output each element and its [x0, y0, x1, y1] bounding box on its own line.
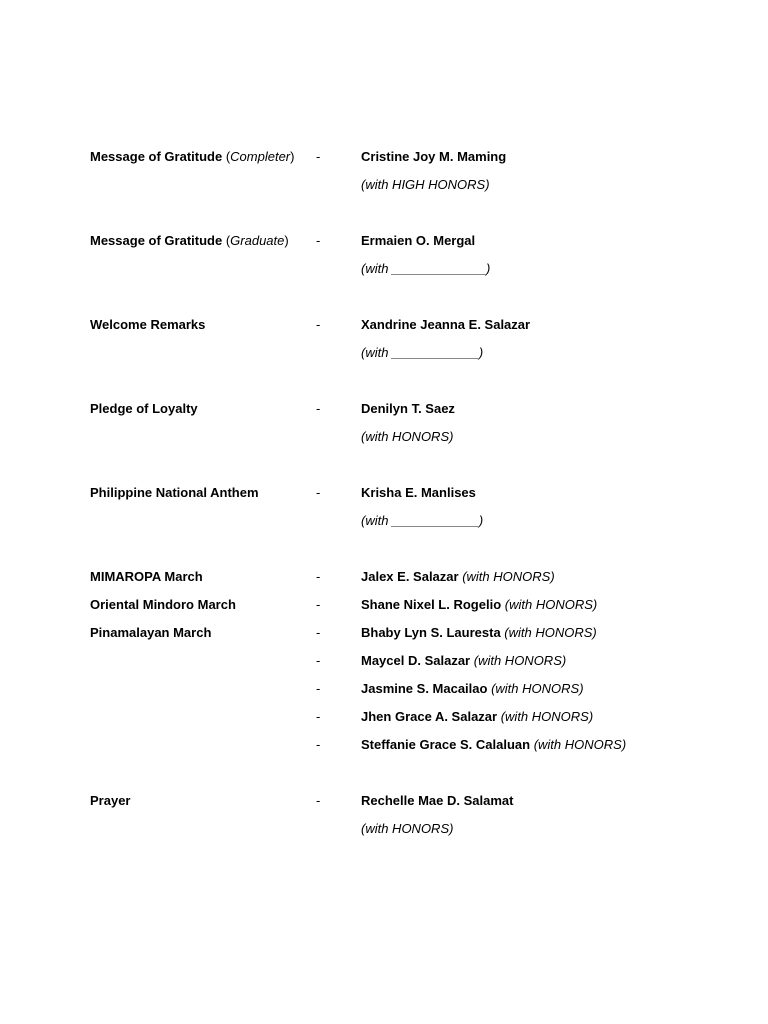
honor-line: (with ____________) [361, 345, 484, 360]
march-performer: Jhen Grace A. Salazar (with HONORS) [361, 709, 594, 724]
march-row [0, 568, 768, 586]
march-title: Pinamalayan March [90, 625, 212, 640]
program-item-title: Prayer [90, 793, 131, 808]
march-performer: Steffanie Grace S. Calaluan (with HONORS) [361, 737, 627, 752]
separator-dash: - [316, 317, 321, 332]
honor-line: (with _____________) [361, 261, 491, 276]
program-item-title: Message of Gratitude (Graduate) [90, 233, 289, 248]
separator-dash: - [316, 485, 321, 500]
program-row-gratitude-completer [0, 148, 768, 166]
march-row [0, 680, 768, 698]
march-performer: Maycel D. Salazar (with HONORS) [361, 653, 567, 668]
assigned-person: Xandrine Jeanna E. Salazar [361, 317, 531, 332]
program-row-pledge [0, 400, 768, 418]
program-row-honor [0, 820, 768, 838]
march-row [0, 596, 768, 614]
honor-line: (with HIGH HONORS) [361, 177, 490, 192]
assigned-person: Ermaien O. Mergal [361, 233, 476, 248]
march-row [0, 736, 768, 754]
separator-dash: - [316, 569, 321, 584]
program-item-title: Message of Gratitude (Completer) [90, 149, 295, 164]
honor-line: (with HONORS) [361, 821, 454, 836]
program-row-gratitude-graduate [0, 232, 768, 250]
program-row-honor [0, 176, 768, 194]
separator-dash: - [316, 709, 321, 724]
honor-line: (with ____________) [361, 513, 484, 528]
assigned-person: Krisha E. Manlises [361, 485, 476, 500]
march-performer: Jasmine S. Macailao (with HONORS) [361, 681, 584, 696]
separator-dash: - [316, 653, 321, 668]
march-title: Oriental Mindoro March [90, 597, 236, 612]
program-item-title: Philippine National Anthem [90, 485, 259, 500]
assigned-person: Cristine Joy M. Maming [361, 149, 507, 164]
separator-dash: - [316, 625, 321, 640]
separator-dash: - [316, 597, 321, 612]
march-title: MIMAROPA March [90, 569, 203, 584]
program-row-honor [0, 344, 768, 362]
march-row [0, 624, 768, 642]
separator-dash: - [316, 681, 321, 696]
honor-line: (with HONORS) [361, 429, 454, 444]
separator-dash: - [316, 233, 321, 248]
program-row-honor [0, 260, 768, 278]
program-row-honor [0, 428, 768, 446]
program-item-qualifier: Graduate [230, 233, 285, 248]
separator-dash: - [316, 149, 321, 164]
program-row-honor [0, 512, 768, 530]
assigned-person: Denilyn T. Saez [361, 401, 455, 416]
march-row [0, 652, 768, 670]
program-item-title: Welcome Remarks [90, 317, 206, 332]
separator-dash: - [316, 401, 321, 416]
program-item-title: Pledge of Loyalty [90, 401, 198, 416]
separator-dash: - [316, 793, 321, 808]
march-performer: Jalex E. Salazar (with HONORS) [361, 569, 555, 584]
program-row-welcome-remarks [0, 316, 768, 334]
program-item-qualifier: Completer [230, 149, 291, 164]
assigned-person: Rechelle Mae D. Salamat [361, 793, 514, 808]
march-row [0, 708, 768, 726]
march-performer: Bhaby Lyn S. Lauresta (with HONORS) [361, 625, 597, 640]
separator-dash: - [316, 737, 321, 752]
march-performer: Shane Nixel L. Rogelio (with HONORS) [361, 597, 598, 612]
program-row-prayer [0, 792, 768, 810]
program-row-anthem [0, 484, 768, 502]
